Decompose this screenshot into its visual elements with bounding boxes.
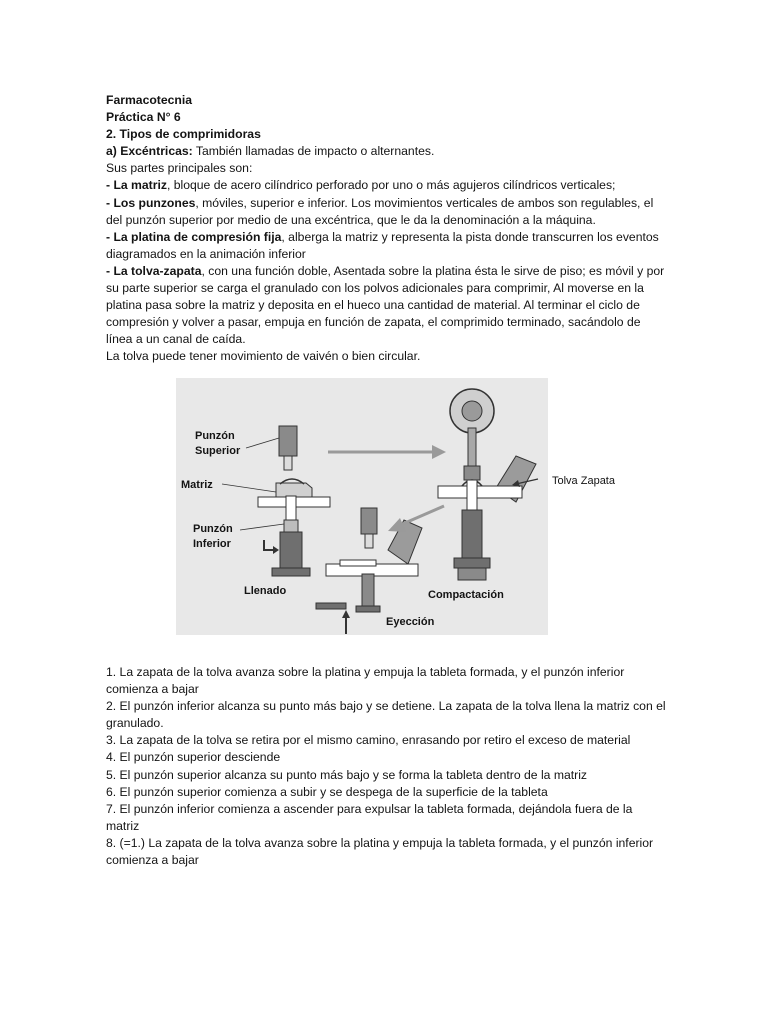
part-punzones: [106, 195, 666, 229]
tablet-press-diagram: [176, 378, 615, 635]
leader-line: [240, 524, 284, 530]
part-tolva-zapata: [106, 263, 666, 348]
step-item: 4. El punzón superior desciende: [106, 750, 281, 765]
step-item: 7. El punzón inferior comienza a ascender para expulsar la tableta formada, dejándola fuera de la matriz: [106, 801, 633, 833]
closing-line: La tolva puede tener movimiento de vaivén o bien circular.: [106, 349, 421, 364]
llenado-station: [258, 426, 330, 576]
step-item: 2. El punzón inferior alcanza su punto más bajo y se detiene. La zapata de la tolva llena la matriz con el granulado.: [106, 699, 666, 731]
label-eyeccion: Eyección: [386, 616, 435, 628]
label-punzon-inferior-2: Inferior: [193, 538, 231, 550]
subsection-line: [106, 143, 666, 160]
label-punzon-superior-1: Punzón: [195, 430, 235, 442]
subsection-text: También llamadas de impacto o alternantes.: [192, 144, 435, 159]
step-item: 1. La zapata de la tolva avanza sobre la platina y empuja la tableta formada, y el punzón inferior comienza a bajar: [106, 665, 625, 697]
part-platina: [106, 229, 666, 263]
step-item: 8. (=1.) La zapata de la tolva avanza sobre la platina y empuja la tableta formada, y el punzón inferior comienza a bajar: [106, 835, 654, 868]
subsection-label: a) Excéntricas:: [106, 144, 193, 159]
leader-line: [222, 484, 276, 492]
steps-list: [106, 664, 666, 869]
compactacion-station: [438, 389, 536, 580]
parts-intro: Sus partes principales son:: [106, 161, 253, 176]
part-description: , bloque de acero cilíndrico perforado por uno o más agujeros cilíndricos verticales;: [166, 178, 616, 193]
label-matriz: Matriz: [181, 479, 213, 491]
step-item: 5. El punzón superior alcanza su punto más bajo y se forma la tableta dentro de la matriz: [106, 767, 587, 782]
part-description: , móviles, superior e inferior. Los movimientos verticales de ambos son regulables, el del punzón superior por medio de una excéntrica, que le da la denominación a la máquina.: [106, 195, 654, 227]
doc-title: Farmacotecnia: [106, 93, 193, 107]
part-description: , alberga la matriz y representa la pista donde transcurren los eventos diagramados en la animación inferior: [106, 229, 659, 261]
practice-number: Práctica N° 6: [106, 110, 181, 125]
section-heading: 2. Tipos de comprimidoras: [106, 127, 261, 142]
label-punzon-superior-2: Superior: [195, 445, 241, 457]
part-term: - La tolva-zapata: [106, 263, 202, 278]
part-matriz: [106, 177, 666, 194]
label-tolva-zapata: Tolva Zapata: [552, 475, 615, 487]
label-compactacion: Compactación: [428, 589, 504, 601]
part-term: - La matriz: [106, 178, 167, 193]
step-item: 6. El punzón superior comienza a subir y se despega de la superficie de la tableta: [106, 784, 548, 799]
part-term: - La platina de compresión fija: [106, 229, 282, 244]
step-item: 3. La zapata de la tolva se retira por el mismo camino, enrasando por retiro el exceso de material: [106, 733, 631, 748]
label-punzon-inferior-1: Punzón: [193, 523, 233, 535]
label-llenado: Llenado: [244, 585, 287, 597]
diagram-svg: [176, 378, 615, 635]
part-term: - Los punzones: [106, 195, 196, 210]
leader-line: [246, 438, 279, 448]
part-description: , con una función doble, Asentada sobre la platina ésta le sirve de piso; es móvil y por su parte superior se carga el granulado con los polvos adicionales para comprimir, Al moverse en la platina pasa sobre la matriz y deposita en el hueco una cantidad de material. Al terminar el ciclo de compresión y volver a pasar, empuja en función de zapata, el comprimido terminado, sacándolo de línea a un canal de caída.: [106, 263, 665, 347]
main-text: [106, 92, 666, 366]
